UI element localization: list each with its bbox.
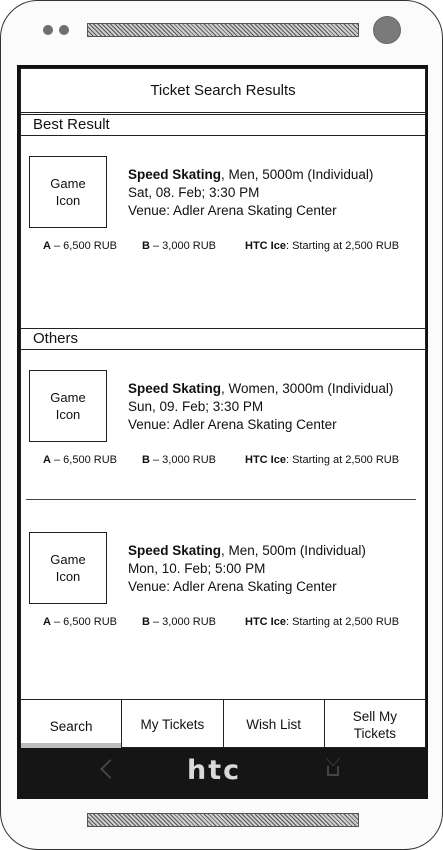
tab-search[interactable]: Search xyxy=(21,700,121,749)
price-b: B – 3,000 RUB xyxy=(142,454,216,466)
price-htc-ice: HTC Ice: Starting at 2,500 RUB xyxy=(245,240,400,252)
tab-wish-list[interactable]: Wish List xyxy=(223,700,324,749)
tab-my-tickets[interactable]: My Tickets xyxy=(121,700,222,749)
home-icon[interactable] xyxy=(327,766,339,776)
game-icon: Game Icon xyxy=(29,370,107,442)
result-card[interactable] xyxy=(21,136,425,276)
event-venue: Venue: Adler Arena Skating Center xyxy=(128,417,337,432)
event-datetime: Sat, 08. Feb; 3:30 PM xyxy=(128,185,260,200)
app-screen xyxy=(20,68,426,748)
price-b: B – 3,000 RUB xyxy=(142,616,216,628)
brand-logo: htc xyxy=(187,755,242,786)
price-a: A – 6,500 RUB xyxy=(43,240,117,252)
price-a: A – 6,500 RUB xyxy=(43,454,117,466)
bottom-nav xyxy=(21,699,425,749)
event-venue: Venue: Adler Arena Skating Center xyxy=(128,579,337,594)
result-divider xyxy=(26,499,416,500)
result-card[interactable] xyxy=(21,512,425,652)
system-nav-bar xyxy=(17,748,428,799)
event-name: , Men, 500m (Individual) xyxy=(221,543,366,558)
sensor-dots xyxy=(43,25,69,35)
event-datetime: Sun, 09. Feb; 3:30 PM xyxy=(128,399,264,414)
sport-name: Speed Skating xyxy=(128,167,222,182)
result-info xyxy=(128,166,373,220)
event-venue: Venue: Adler Arena Skating Center xyxy=(128,203,337,218)
game-icon: Game Icon xyxy=(29,532,107,604)
event-name: , Women, 3000m (Individual) xyxy=(221,381,394,396)
sport-name: Speed Skating xyxy=(128,543,222,558)
result-info xyxy=(128,380,393,434)
event-datetime: Mon, 10. Feb; 5:00 PM xyxy=(128,561,266,576)
bottom-speaker-grille xyxy=(87,813,359,827)
page-title: Ticket Search Results xyxy=(21,69,425,113)
top-speaker-grille xyxy=(87,23,359,37)
event-name: , Men, 5000m (Individual) xyxy=(221,167,374,182)
section-others: Others xyxy=(21,328,425,350)
camera-icon xyxy=(373,16,401,44)
result-info xyxy=(128,542,366,596)
tab-sell-my-tickets[interactable]: Sell My Tickets xyxy=(324,700,425,749)
price-a: A – 6,500 RUB xyxy=(43,616,117,628)
price-htc-ice: HTC Ice: Starting at 2,500 RUB xyxy=(245,616,400,628)
game-icon: Game Icon xyxy=(29,156,107,228)
back-icon[interactable] xyxy=(100,759,120,779)
result-card[interactable] xyxy=(21,350,425,490)
price-htc-ice: HTC Ice: Starting at 2,500 RUB xyxy=(245,454,400,466)
price-b: B – 3,000 RUB xyxy=(142,240,216,252)
sport-name: Speed Skating xyxy=(128,381,222,396)
section-best-result: Best Result xyxy=(21,114,425,136)
